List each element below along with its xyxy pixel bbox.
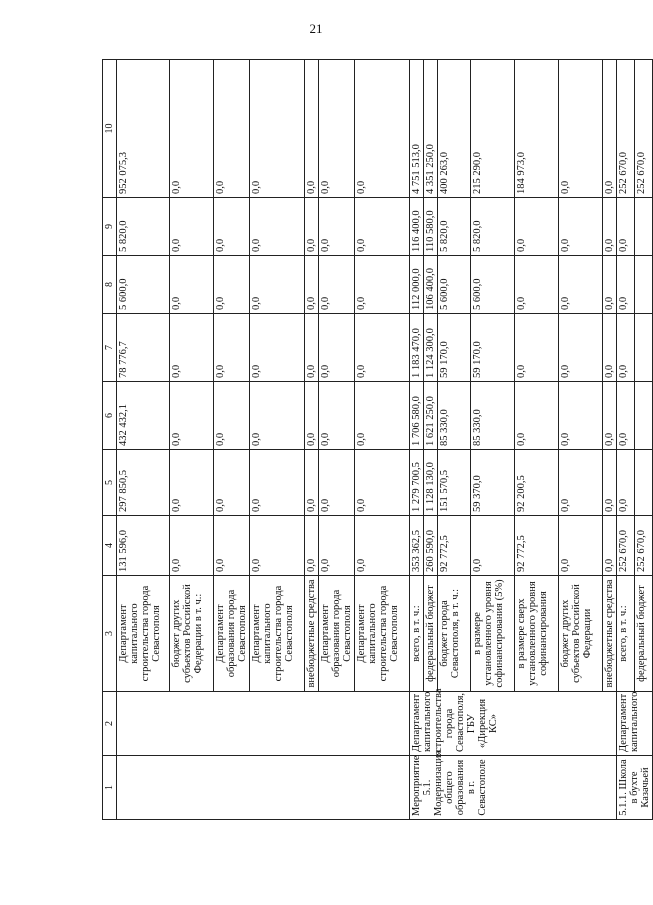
- value-cell: 252 670,0: [635, 516, 653, 576]
- header-cell: 1: [103, 756, 117, 820]
- funding-source-cell: в размере сверх установленного уровня софинансирования: [515, 576, 559, 692]
- value-cell: 252 670,0: [617, 60, 635, 198]
- value-cell: 1 279 700,5: [410, 450, 424, 516]
- value-cell: 0,0: [603, 60, 617, 198]
- value-cell: 0,0: [250, 516, 305, 576]
- value-cell: 0,0: [319, 198, 355, 256]
- value-cell: 92 772,5: [438, 516, 471, 576]
- funding-source-cell: бюджет других субъектов Российской Федерации в т. ч.:: [170, 576, 214, 692]
- value-cell: 0,0: [515, 382, 559, 450]
- value-cell: 0,0: [355, 450, 410, 516]
- value-cell: 151 570,5: [438, 450, 471, 516]
- table-row: [117, 60, 170, 820]
- value-cell: 92 200,5: [515, 450, 559, 516]
- rotated-table-area: [102, 60, 651, 820]
- value-cell: [635, 450, 653, 516]
- value-cell: 0,0: [305, 60, 319, 198]
- value-cell: 0,0: [214, 60, 250, 198]
- value-cell: 215 290,0: [471, 60, 515, 198]
- value-cell: 0,0: [250, 450, 305, 516]
- funding-source-cell: Департамент капитального строительства города Севастополя: [355, 576, 410, 692]
- value-cell: 0,0: [559, 314, 603, 382]
- value-cell: 5 820,0: [471, 198, 515, 256]
- value-cell: 0,0: [214, 450, 250, 516]
- activity-name-cell: Мероприятие 5.1. Модернизация общего образования в г. Севастополе: [410, 756, 617, 820]
- value-cell: 0,0: [170, 198, 214, 256]
- value-cell: 0,0: [355, 516, 410, 576]
- budget-table: [102, 59, 653, 820]
- value-cell: 0,0: [170, 256, 214, 314]
- value-cell: 5 600,0: [471, 256, 515, 314]
- value-cell: 0,0: [559, 516, 603, 576]
- funding-source-cell: Департамент образования города Севастополя: [319, 576, 355, 692]
- value-cell: 116 400,0: [410, 198, 424, 256]
- value-cell: 0,0: [617, 314, 635, 382]
- value-cell: 0,0: [515, 256, 559, 314]
- value-cell: 1 124 300,0: [424, 314, 438, 382]
- value-cell: 432 432,1: [117, 382, 170, 450]
- table-row: [410, 60, 424, 820]
- value-cell: 297 850,5: [117, 450, 170, 516]
- table-row: [617, 60, 635, 820]
- value-cell: 0,0: [250, 60, 305, 198]
- value-cell: 353 362,5: [410, 516, 424, 576]
- value-cell: 0,0: [319, 314, 355, 382]
- value-cell: 0,0: [355, 382, 410, 450]
- funding-source-cell: федеральный бюджет: [635, 576, 653, 692]
- value-cell: 0,0: [319, 450, 355, 516]
- value-cell: 0,0: [319, 256, 355, 314]
- value-cell: 0,0: [214, 382, 250, 450]
- value-cell: 0,0: [559, 198, 603, 256]
- value-cell: 0,0: [617, 198, 635, 256]
- funding-source-cell: внебюджетные средства: [305, 576, 319, 692]
- value-cell: 0,0: [214, 314, 250, 382]
- value-cell: 0,0: [305, 516, 319, 576]
- funding-source-cell: Департамент образования города Севастополя: [214, 576, 250, 692]
- activity-name-cell: 5.1.1. Школа в бухте Казачьей: [617, 756, 653, 820]
- value-cell: 0,0: [603, 198, 617, 256]
- value-cell: 0,0: [559, 450, 603, 516]
- value-cell: 0,0: [355, 314, 410, 382]
- value-cell: 0,0: [603, 256, 617, 314]
- value-cell: 0,0: [355, 198, 410, 256]
- value-cell: 1 621 250,0: [424, 382, 438, 450]
- header-cell: 8: [103, 256, 117, 314]
- value-cell: 4 351 250,0: [424, 60, 438, 198]
- funding-source-cell: бюджет других субъектов Российской Федерации: [559, 576, 603, 692]
- funding-source-cell: внебюджетные средства: [603, 576, 617, 692]
- value-cell: [635, 314, 653, 382]
- value-cell: 110 580,0: [424, 198, 438, 256]
- value-cell: 0,0: [170, 60, 214, 198]
- value-cell: 0,0: [603, 450, 617, 516]
- value-cell: 184 973,0: [515, 60, 559, 198]
- value-cell: 0,0: [214, 516, 250, 576]
- funding-source-cell: в размере установленного уровня софинансирования (5%): [471, 576, 515, 692]
- value-cell: 0,0: [305, 450, 319, 516]
- header-cell: 5: [103, 450, 117, 516]
- value-cell: 78 776,7: [117, 314, 170, 382]
- value-cell: 4 751 513,0: [410, 60, 424, 198]
- value-cell: 112 000,0: [410, 256, 424, 314]
- executor-cell: [117, 692, 410, 756]
- value-cell: 0,0: [617, 382, 635, 450]
- header-cell: 7: [103, 314, 117, 382]
- value-cell: 0,0: [603, 314, 617, 382]
- value-cell: 400 263,0: [438, 60, 471, 198]
- value-cell: 1 128 130,0: [424, 450, 438, 516]
- header-cell: 6: [103, 382, 117, 450]
- header-cell: 2: [103, 692, 117, 756]
- value-cell: 1 706 580,0: [410, 382, 424, 450]
- value-cell: 0,0: [559, 256, 603, 314]
- value-cell: [635, 382, 653, 450]
- funding-source-cell: Департамент капитального строительства города Севастополя: [250, 576, 305, 692]
- budget-table-rotated: [102, 60, 651, 820]
- value-cell: 260 590,0: [424, 516, 438, 576]
- value-cell: 0,0: [603, 382, 617, 450]
- value-cell: 5 820,0: [117, 198, 170, 256]
- value-cell: 1 183 470,0: [410, 314, 424, 382]
- value-cell: 5 600,0: [117, 256, 170, 314]
- value-cell: 59 170,0: [438, 314, 471, 382]
- value-cell: [635, 198, 653, 256]
- table-body: [103, 60, 653, 820]
- executor-cell: Департамент капитального: [617, 692, 653, 756]
- value-cell: 0,0: [170, 450, 214, 516]
- value-cell: 0,0: [515, 314, 559, 382]
- value-cell: 92 772,5: [515, 516, 559, 576]
- value-cell: 85 330,0: [471, 382, 515, 450]
- value-cell: 5 820,0: [438, 198, 471, 256]
- value-cell: 0,0: [355, 60, 410, 198]
- value-cell: 0,0: [250, 198, 305, 256]
- value-cell: 0,0: [515, 198, 559, 256]
- value-cell: 0,0: [250, 256, 305, 314]
- value-cell: 0,0: [319, 516, 355, 576]
- value-cell: [635, 256, 653, 314]
- value-cell: 0,0: [559, 60, 603, 198]
- value-cell: 85 330,0: [438, 382, 471, 450]
- value-cell: 0,0: [559, 382, 603, 450]
- value-cell: 0,0: [617, 256, 635, 314]
- value-cell: 59 170,0: [471, 314, 515, 382]
- value-cell: 106 400,0: [424, 256, 438, 314]
- funding-source-cell: всего, в т. ч.:: [410, 576, 424, 692]
- value-cell: 0,0: [617, 450, 635, 516]
- value-cell: 0,0: [170, 516, 214, 576]
- value-cell: 0,0: [305, 382, 319, 450]
- value-cell: 0,0: [319, 60, 355, 198]
- funding-source-cell: Департамент капитального строительства города Севастополя: [117, 576, 170, 692]
- page-number: 21: [309, 21, 323, 36]
- value-cell: 0,0: [250, 382, 305, 450]
- value-cell: 0,0: [305, 314, 319, 382]
- value-cell: 0,0: [355, 256, 410, 314]
- value-cell: 0,0: [214, 256, 250, 314]
- value-cell: 252 670,0: [617, 516, 635, 576]
- header-cell: 9: [103, 198, 117, 256]
- value-cell: 131 596,0: [117, 516, 170, 576]
- value-cell: 952 075,3: [117, 60, 170, 198]
- value-cell: 0,0: [250, 314, 305, 382]
- header-row: [103, 60, 117, 820]
- header-cell: 3: [103, 576, 117, 692]
- funding-source-cell: всего, в т. ч.:: [617, 576, 635, 692]
- header-cell: 10: [103, 60, 117, 198]
- value-cell: 0,0: [471, 516, 515, 576]
- value-cell: 0,0: [603, 516, 617, 576]
- value-cell: 0,0: [305, 256, 319, 314]
- value-cell: 0,0: [214, 198, 250, 256]
- value-cell: 0,0: [305, 198, 319, 256]
- activity-name-cell: [117, 756, 410, 820]
- value-cell: 5 600,0: [438, 256, 471, 314]
- value-cell: 0,0: [319, 382, 355, 450]
- value-cell: 59 370,0: [471, 450, 515, 516]
- value-cell: 0,0: [170, 382, 214, 450]
- executor-cell: Департамент капитального строительства города Севастополя, ГБУ «Дирекция КС»: [410, 692, 617, 756]
- funding-source-cell: бюджет города Севастополя, в т. ч.:: [438, 576, 471, 692]
- value-cell: 0,0: [170, 314, 214, 382]
- value-cell: 252 670,0: [635, 60, 653, 198]
- header-cell: 4: [103, 516, 117, 576]
- funding-source-cell: федеральный бюджет: [424, 576, 438, 692]
